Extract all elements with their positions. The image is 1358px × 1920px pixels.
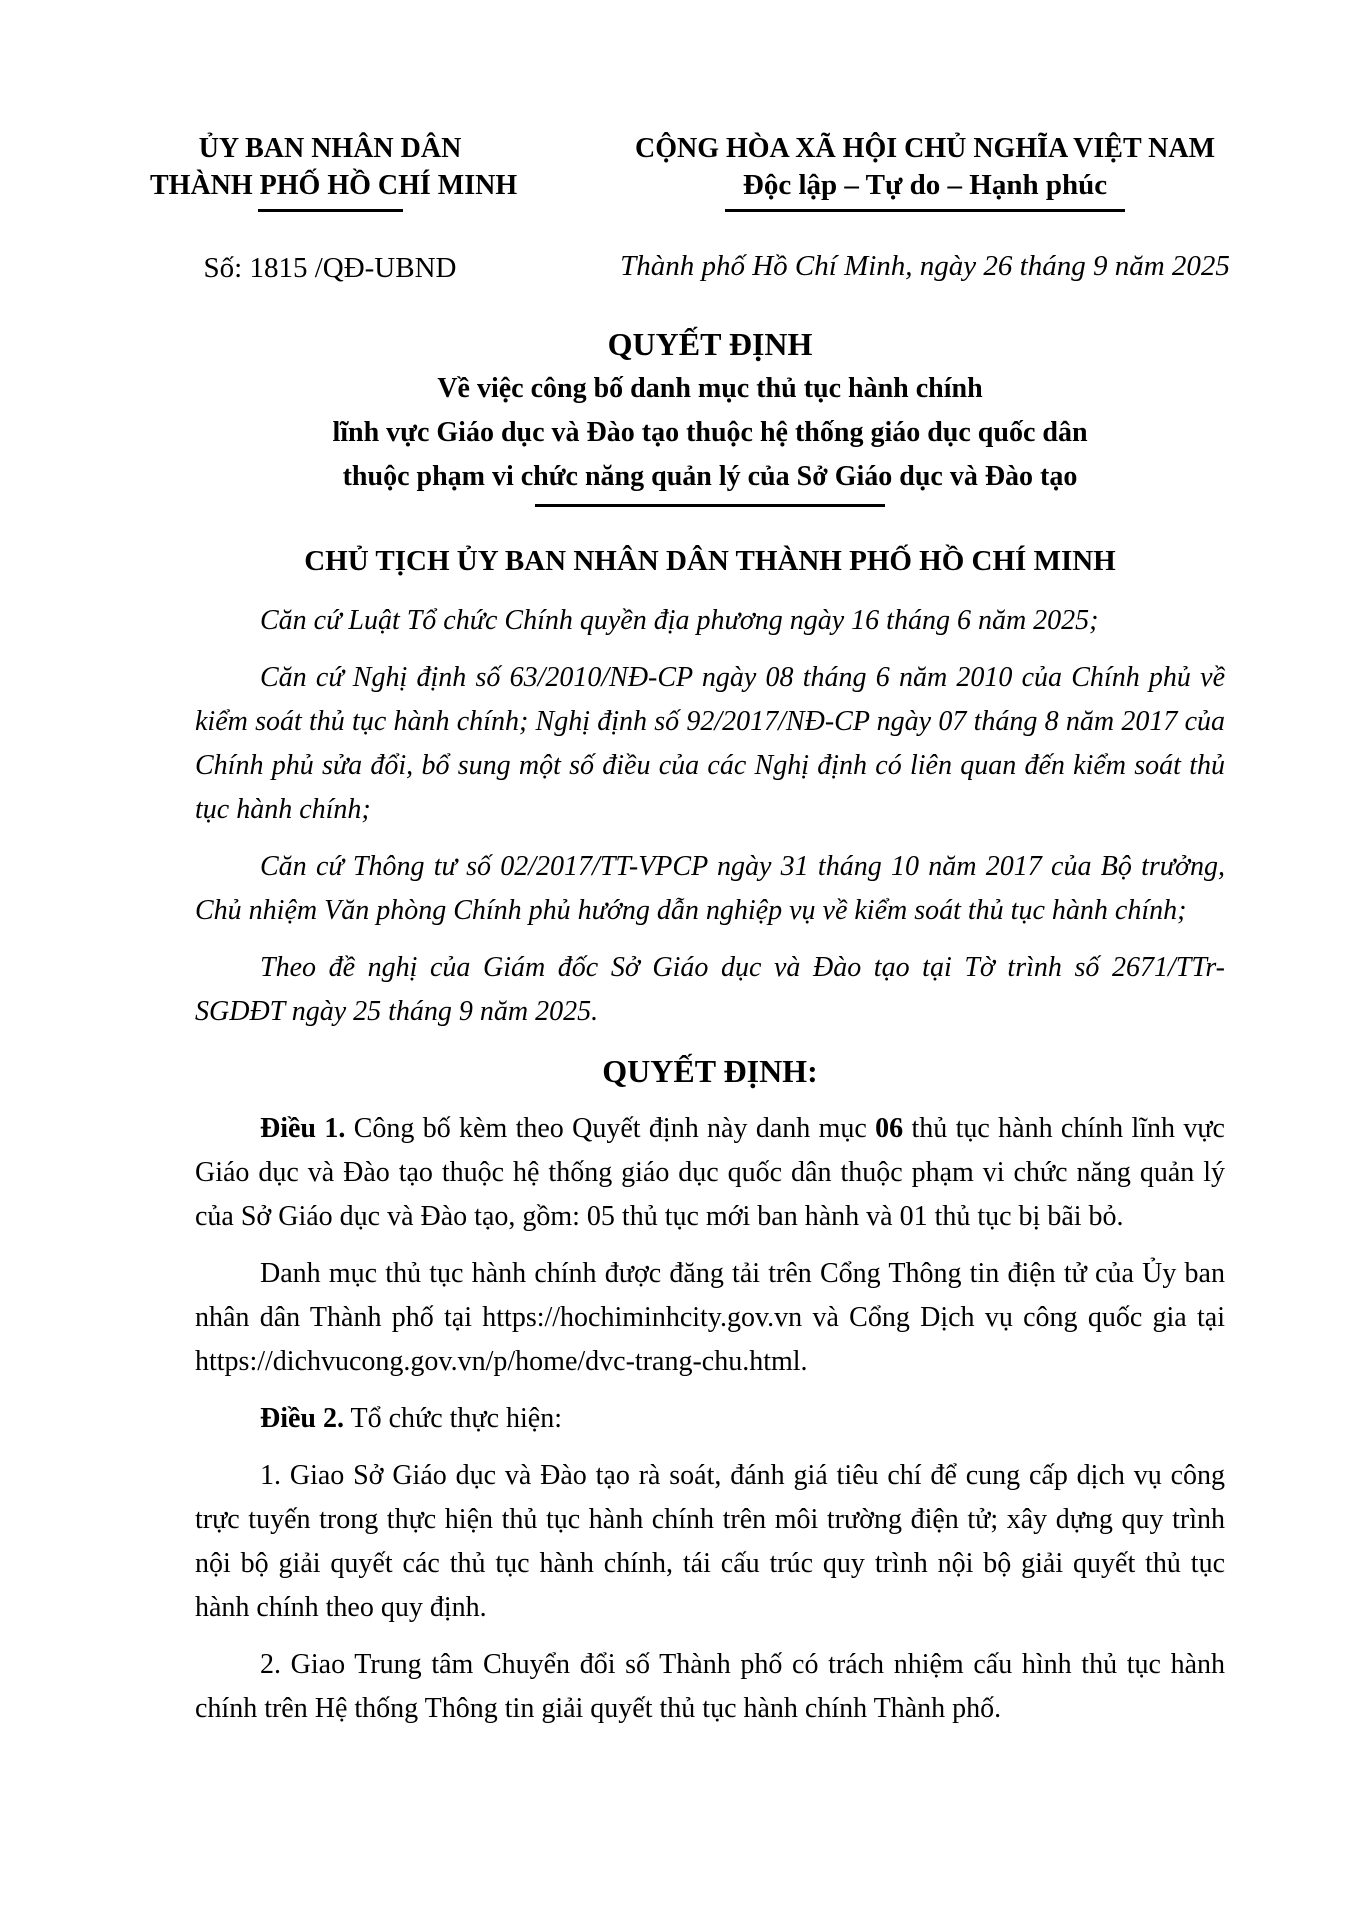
publish-paragraph: Danh mục thủ tục hành chính được đăng tải trên Cổng Thông tin điện tử của Ủy ban nhân dân Thành phố tại https://hochiminhcity.gov.vn và Cổng Dịch vụ công quốc gia tại https://dichvucong.gov.vn/p/home/dvc-trang-chu.html.: [195, 1258, 1225, 1377]
title-block: [195, 321, 1225, 507]
authority-heading: CHỦ TỊCH ỦY BAN NHÂN DÂN THÀNH PHỐ HỒ CHÍ MINH: [304, 545, 1116, 577]
article2-lead: Điều 2.: [260, 1403, 344, 1434]
preamble-paragraph-4: Theo đề nghị của Giám đốc Sở Giáo dục và Đào tạo tại Tờ trình số 2671/TTr-SGDĐT ngày 25 tháng 9 năm 2025.: [195, 952, 1225, 1027]
title-underline-rule: [535, 504, 885, 507]
national-motto: Độc lập – Tự do – Hạnh phúc: [742, 169, 1108, 201]
document-kind-title: QUYẾT ĐỊNH: [607, 326, 813, 362]
preamble-paragraph-1: Căn cứ Luật Tổ chức Chính quyền địa phương ngày 16 tháng 6 năm 2025;: [260, 605, 1099, 636]
preamble-paragraph-2: Căn cứ Nghị định số 63/2010/NĐ-CP ngày 08 tháng 6 năm 2010 của Chính phủ về kiểm soát thủ tục hành chính; Nghị định số 92/2017/NĐ-CP ngày 07 tháng 8 năm 2017 của Chính phủ sửa đổi, bổ sung một số điều của các Nghị định có liên quan đến kiểm soát thủ tục hành chính;: [195, 662, 1225, 825]
article2-text: Tổ chức thực hiện:: [344, 1403, 562, 1434]
article1-text-before: Công bố kèm theo Quyết định này danh mục: [345, 1113, 876, 1144]
issuing-org-block: [150, 130, 518, 285]
motto-underline-rule: [725, 209, 1125, 212]
article1-lead: Điều 1.: [260, 1113, 346, 1144]
article1-count: 06: [875, 1113, 904, 1144]
article1-paragraph: [195, 1107, 1225, 1239]
document-subtitle-line3: thuộc phạm vi chức năng quản lý của Sở Giáo dục và Đào tạo: [342, 461, 1078, 492]
national-motto-block: [605, 130, 1245, 285]
document-subtitle-line2: lĩnh vực Giáo dục và Đào tạo thuộc hệ thống giáo dục quốc dân: [332, 417, 1088, 448]
place-dateline: Thành phố Hồ Chí Minh, ngày 26 tháng 9 năm 2025: [620, 250, 1230, 282]
org-underline-rule: [258, 209, 403, 212]
document-subtitle-line1: Về việc công bố danh mục thủ tục hành chính: [437, 373, 983, 404]
article2-item-2: 2. Giao Trung tâm Chuyển đổi số Thành phố có trách nhiệm cấu hình thủ tục hành chính trên Hệ thống Thông tin giải quyết thủ tục hành chính Thành phố.: [195, 1649, 1225, 1724]
article2-item-1: 1. Giao Sở Giáo dục và Đào tạo rà soát, đánh giá tiêu chí để cung cấp dịch vụ công trực tuyến trong thực hiện thủ tục hành chính trên môi trường điện tử; xây dựng quy trình nội bộ giải quyết các thủ tục hành chính, tái cấu trúc quy trình nội bộ giải quyết thủ tục hành chính theo quy định.: [195, 1460, 1225, 1623]
decision-heading: QUYẾT ĐỊNH:: [602, 1053, 818, 1089]
org-name-line2: THÀNH PHỐ HỒ CHÍ MINH: [150, 170, 518, 201]
country-name: CỘNG HÒA XÃ HỘI CHỦ NGHĨA VIỆT NAM: [634, 133, 1216, 164]
article1-text-after: thủ tục hành chính lĩnh vực Giáo dục và Đào tạo thuộc hệ thống giáo dục quốc dân thuộc phạm vi chức năng quản lý của Sở Giáo dục và Đào tạo, gồm: 05 thủ tục mới ban hành và 01 thủ tục bị bãi bỏ.: [195, 1113, 1225, 1232]
article2-paragraph: [195, 1397, 1225, 1441]
preamble-section: [195, 599, 1225, 1034]
document-header: [150, 130, 1245, 285]
preamble-paragraph-3: Căn cứ Thông tư số 02/2017/TT-VPCP ngày 31 tháng 10 năm 2017 của Bộ trưởng, Chủ nhiệm Văn phòng Chính phủ hướng dẫn nghiệp vụ về kiểm soát thủ tục hành chính;: [195, 851, 1225, 926]
document-body: [195, 321, 1225, 1731]
org-name-line1: ỦY BAN NHÂN DÂN: [198, 133, 462, 164]
document-number: Số: 1815 /QĐ-UBND: [203, 252, 457, 284]
